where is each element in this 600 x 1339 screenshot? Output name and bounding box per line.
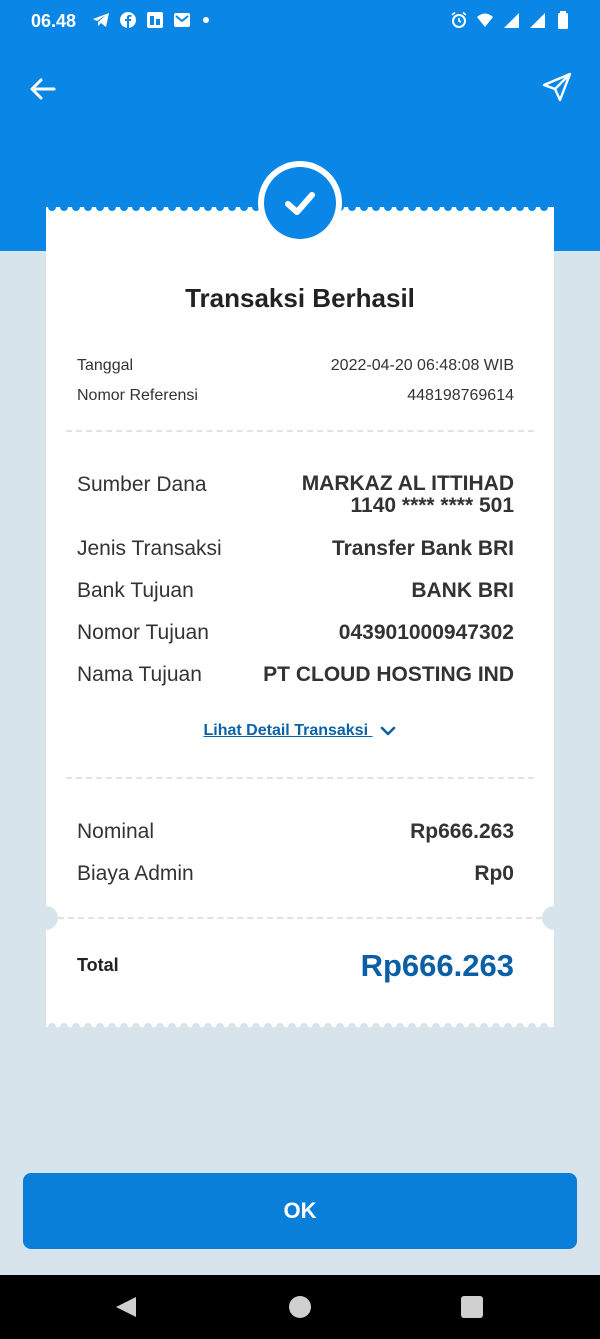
view-transaction-detail-link[interactable] <box>0 722 600 740</box>
date-value: 2022-04-20 06:48:08 WIB <box>330 357 514 374</box>
receipt-background <box>46 207 554 1027</box>
destination-bank-value: BANK BRI <box>411 579 514 602</box>
page-title: Transaksi Berhasil <box>185 283 415 313</box>
destination-number-label: Nomor Tujuan <box>77 621 209 644</box>
alarm-icon <box>450 11 468 29</box>
source-label: Sumber Dana <box>77 473 207 496</box>
admin-fee-value: Rp0 <box>474 862 514 885</box>
source-name: MARKAZ AL ITTIHAD <box>301 472 514 495</box>
battery-icon <box>554 11 572 29</box>
nav-recents-icon[interactable] <box>461 1296 483 1318</box>
chevron-down-icon <box>380 725 396 737</box>
signal-icon <box>528 11 546 29</box>
reference-label: Nomor Referensi <box>77 387 198 404</box>
arrow-left-icon[interactable] <box>26 72 60 106</box>
detail-row <box>77 663 514 687</box>
nominal-value: Rp666.263 <box>410 820 514 843</box>
transaction-type-value: Transfer Bank BRI <box>331 537 514 560</box>
reference-row <box>77 387 514 405</box>
source-value <box>302 473 514 517</box>
detail-row <box>77 537 514 561</box>
ok-button[interactable]: OK <box>23 1173 577 1249</box>
divider <box>66 430 534 432</box>
nav-back-icon[interactable] <box>114 1295 138 1319</box>
telegram-icon <box>92 11 110 29</box>
dot-icon <box>200 11 218 29</box>
date-row <box>77 357 514 375</box>
total-label: Total <box>77 955 119 975</box>
divider <box>66 777 534 779</box>
wifi-icon <box>476 11 494 29</box>
source-account: 1140 **** **** 501 <box>350 494 514 517</box>
divider <box>58 917 542 919</box>
receipt-card <box>46 207 554 1027</box>
detail-row <box>77 621 514 645</box>
date-label: Tanggal <box>77 357 134 374</box>
gallery-icon <box>146 11 164 29</box>
source-row <box>77 473 514 517</box>
facebook-icon <box>119 11 137 29</box>
total-value: Rp666.263 <box>360 948 514 983</box>
status-time: 06.48 <box>31 11 77 31</box>
signal-icon <box>502 11 520 29</box>
view-detail-label: Lihat Detail Transaksi <box>203 722 369 739</box>
amount-row <box>77 862 514 886</box>
transaction-type-label: Jenis Transaksi <box>77 537 222 560</box>
reference-value: 448198769614 <box>407 387 514 404</box>
send-icon[interactable] <box>540 70 574 104</box>
destination-name-label: Nama Tujuan <box>77 663 202 686</box>
detail-row <box>77 579 514 603</box>
nominal-label: Nominal <box>77 820 155 843</box>
navigation-bar <box>0 1275 600 1339</box>
status-bar <box>0 0 600 44</box>
amount-row <box>77 820 514 844</box>
app-bar <box>0 60 600 116</box>
success-badge <box>258 161 342 245</box>
checkmark-icon <box>280 183 320 223</box>
destination-name-value: PT CLOUD HOSTING IND <box>263 663 514 686</box>
destination-number-value: 043901000947302 <box>338 621 514 644</box>
admin-fee-label: Biaya Admin <box>77 862 194 885</box>
mail-icon <box>173 11 191 29</box>
destination-bank-label: Bank Tujuan <box>77 579 194 602</box>
nav-home-icon[interactable] <box>289 1296 311 1318</box>
